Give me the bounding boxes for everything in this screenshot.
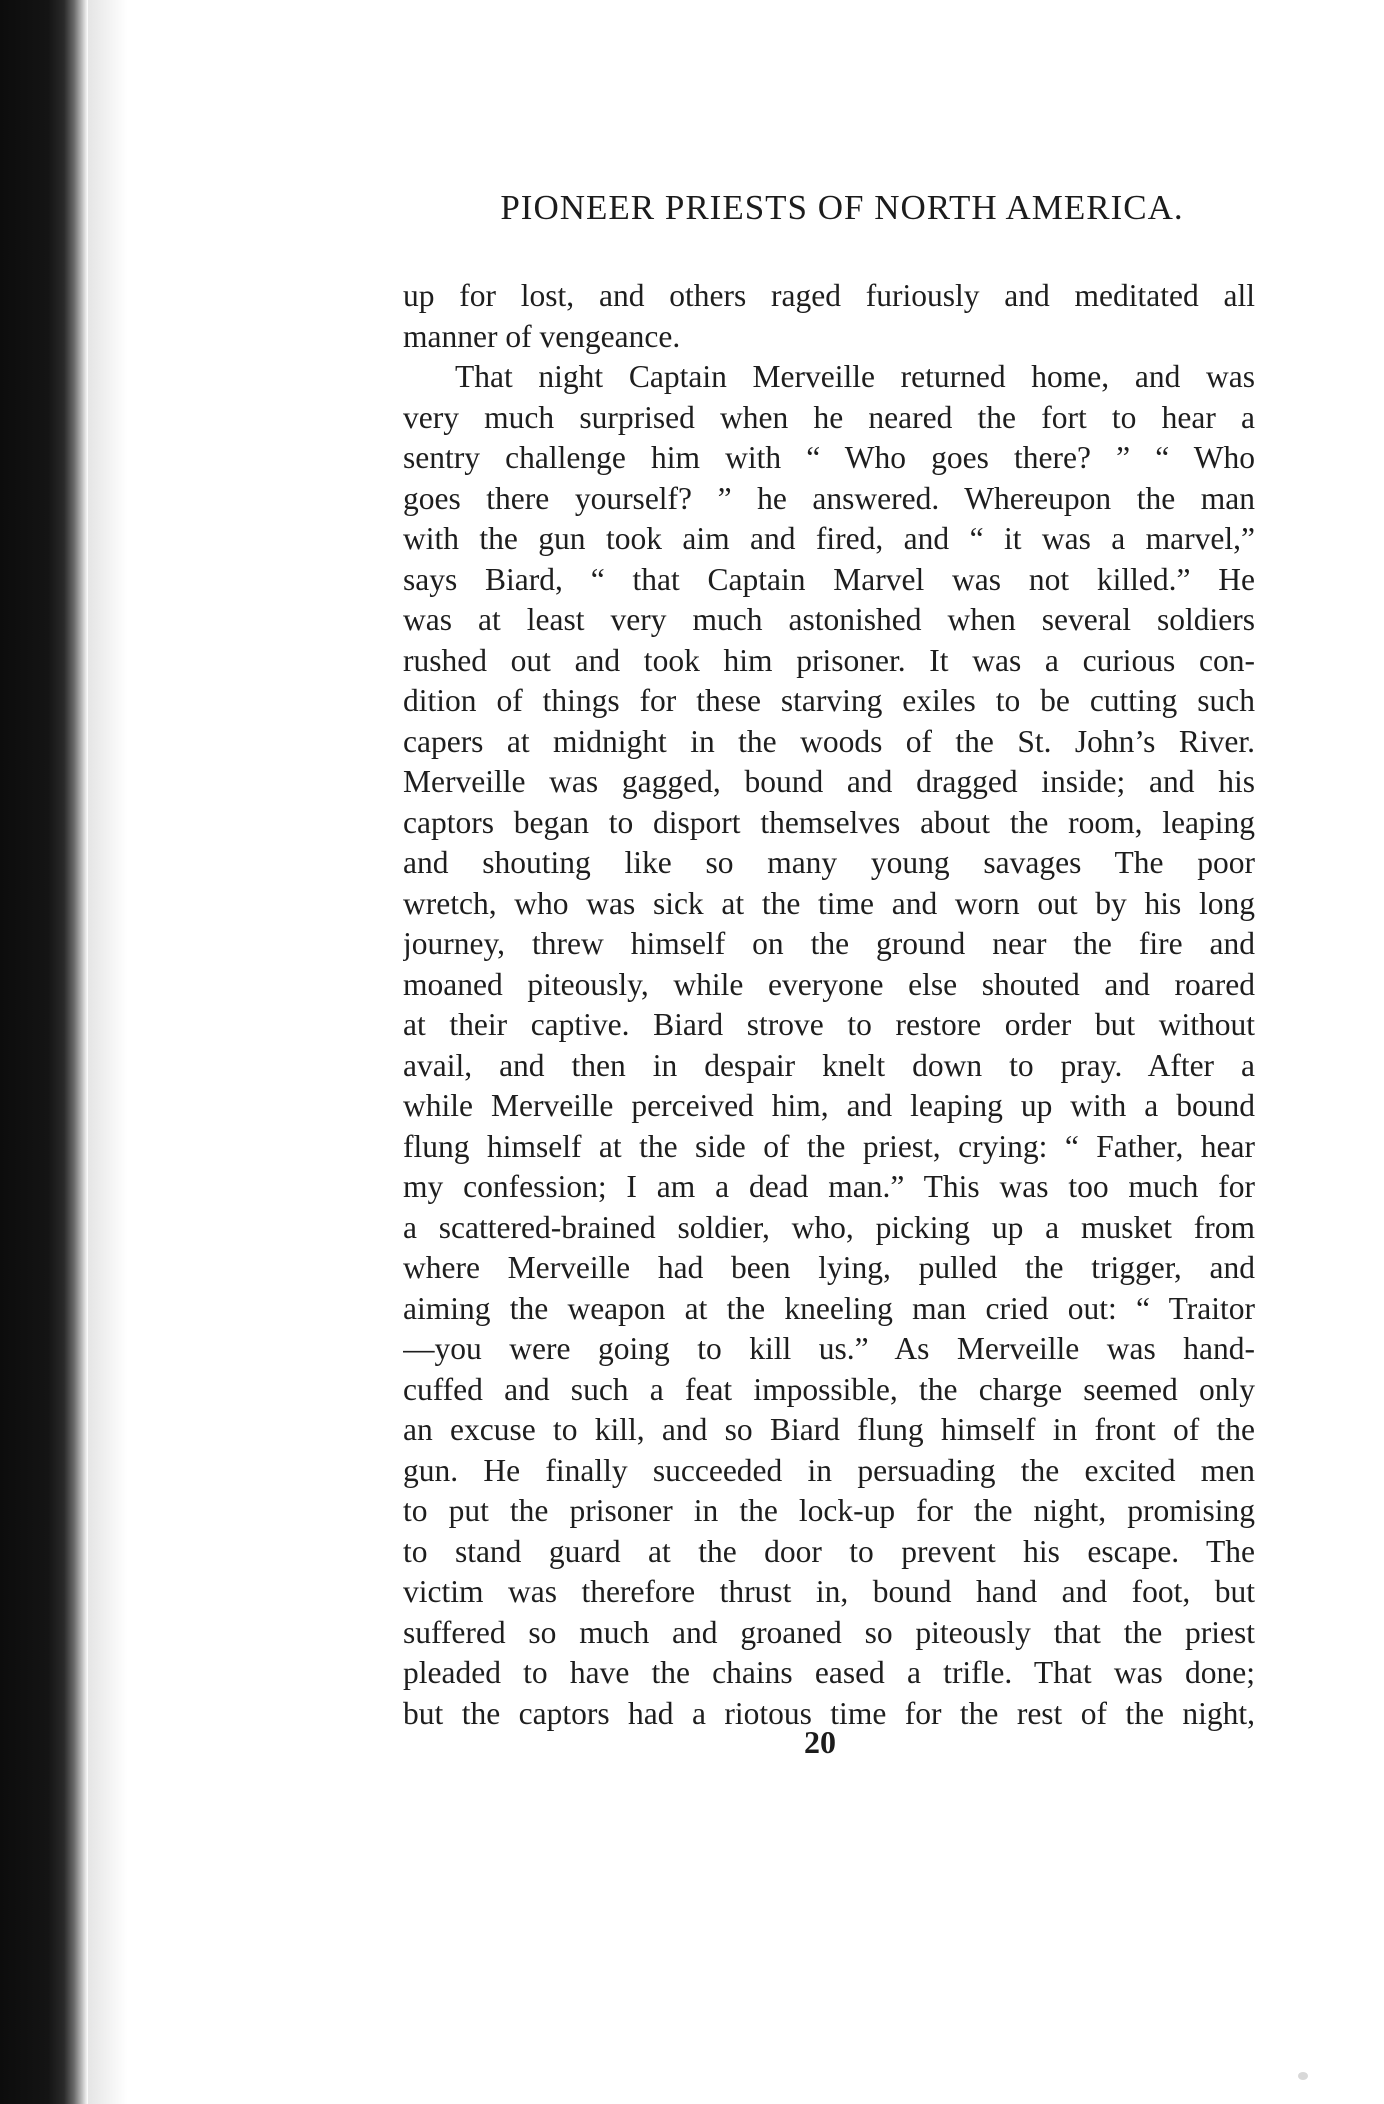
text-line: up for lost, and others raged furiously and meditated all	[403, 278, 1255, 313]
text-line: flung himself at the side of the priest, crying: “ Father, hear	[403, 1128, 1255, 1164]
text-line: captors began to disport themselves about the room, leaping	[403, 804, 1255, 840]
text-line: with the gun took aim and fired, and “ it was a marvel,”	[403, 521, 1255, 556]
text-line: at their captive. Biard strove to restore order but without	[403, 1007, 1255, 1042]
text-line: manner of vengeance.	[403, 318, 681, 354]
text-line: while Merveille perceived him, and leaping up with a bound	[403, 1088, 1255, 1123]
book-gutter-shadow	[0, 0, 88, 2104]
text-line: to put the prisoner in the lock-up for the night, promising	[403, 1493, 1255, 1528]
text-line: an excuse to kill, and so Biard flung himself in front of the	[403, 1412, 1255, 1447]
text-line: and shouting like so many young savages The poor	[403, 845, 1255, 880]
text-line: pleaded to have the chains eased a trifle. That was done;	[403, 1655, 1255, 1690]
text-line: suffered so much and groaned so piteously that the priest	[403, 1614, 1255, 1650]
text-line: gun. He finally succeeded in persuading the excited men	[403, 1452, 1255, 1488]
text-line: —you were going to kill us.” As Merveille was hand-	[403, 1331, 1255, 1366]
paragraph	[403, 357, 1255, 1734]
running-head: PIONEER PRIESTS OF NORTH AMERICA.	[500, 188, 1184, 227]
text-line: dition of things for these starving exiles to be cutting such	[403, 683, 1255, 718]
text-line: very much surprised when he neared the fort to hear a	[403, 399, 1255, 435]
text-line: moaned piteously, while everyone else shouted and roared	[403, 966, 1255, 1002]
text-line: where Merveille had been lying, pulled the trigger, and	[403, 1250, 1255, 1285]
text-line: was at least very much astonished when several soldiers	[403, 602, 1255, 637]
page-number: 20	[804, 1724, 836, 1760]
text-line: sentry challenge him with “ Who goes there? ” “ Who	[403, 440, 1255, 475]
text-line: wretch, who was sick at the time and worn out by his long	[403, 885, 1255, 921]
page-speck	[1298, 2072, 1308, 2080]
text-line: rushed out and took him prisoner. It was a curious con-	[403, 642, 1255, 678]
paragraph	[403, 276, 1255, 357]
body-text	[403, 276, 1255, 1734]
text-line: victim was therefore thrust in, bound hand and foot, but	[403, 1574, 1255, 1609]
text-line: Merveille was gagged, bound and dragged inside; and his	[403, 764, 1255, 799]
text-line: to stand guard at the door to prevent his escape. The	[403, 1533, 1255, 1569]
text-line: aiming the weapon at the kneeling man cried out: “ Traitor	[403, 1290, 1255, 1326]
text-line: That night Captain Merveille returned home, and was	[455, 359, 1255, 394]
text-line: but the captors had a riotous time for the rest of the night,	[403, 1695, 1255, 1731]
text-line: avail, and then in despair knelt down to pray. After a	[403, 1047, 1255, 1083]
text-line: journey, threw himself on the ground near the fire and	[403, 926, 1255, 961]
text-line: capers at midnight in the woods of the St. John’s River.	[403, 723, 1255, 759]
page-edge-shadow	[88, 0, 128, 2104]
text-line: goes there yourself? ” he answered. Whereupon the man	[403, 480, 1255, 516]
text-line: a scattered-brained soldier, who, picking up a musket from	[403, 1209, 1255, 1245]
text-line: cuffed and such a feat impossible, the charge seemed only	[403, 1371, 1255, 1407]
text-line: says Biard, “ that Captain Marvel was not killed.” He	[403, 561, 1255, 597]
text-line: my confession; I am a dead man.” This was too much for	[403, 1169, 1255, 1204]
